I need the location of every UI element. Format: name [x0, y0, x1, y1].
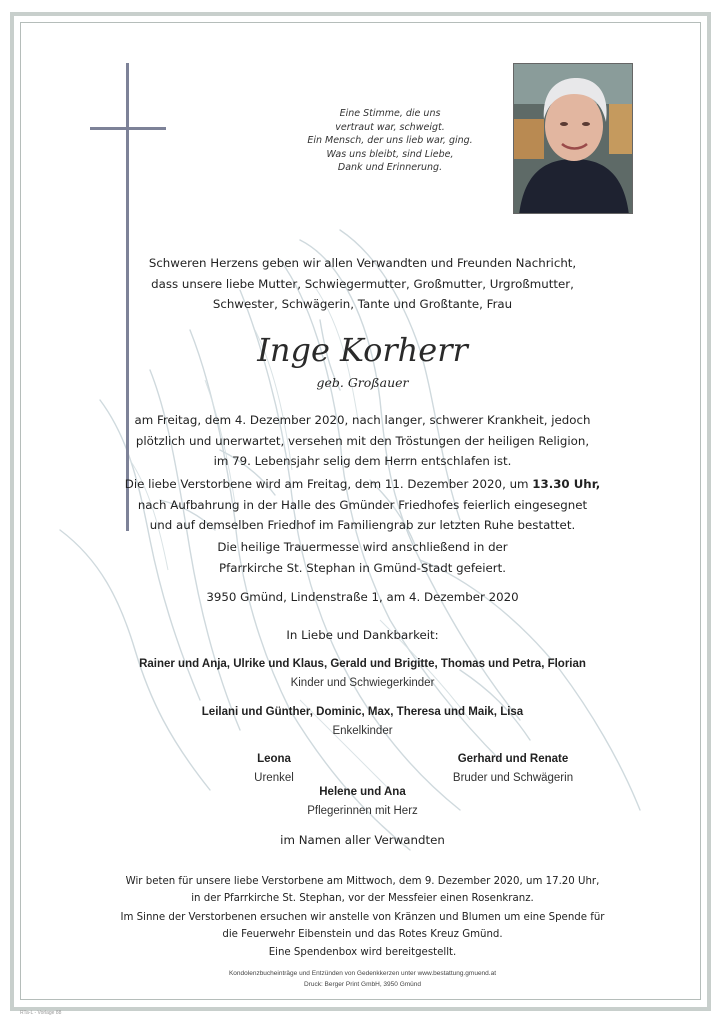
- footer: [60, 968, 665, 990]
- deceased-name: Inge Korherr: [257, 331, 468, 369]
- poem-line: Dank und Erinnerung.: [337, 162, 443, 173]
- funeral-date: Die liebe Verstorbene wird am Freitag, dem 11. Dezember 2020, um: [124, 477, 533, 491]
- intro-text: [60, 253, 665, 315]
- death-text: [60, 410, 665, 472]
- children-names: Rainer und Anja, Ulrike und Klaus, Gerald und Brigitte, Thomas und Petra, Florian: [139, 658, 586, 670]
- donation-box-text: Eine Spendenbox wird bereitgestellt.: [268, 947, 457, 958]
- footer-printer: Druck: Berger Print GmbH, 3950 Gmünd: [303, 981, 422, 988]
- greatgrandchild-name: Leona: [257, 753, 291, 765]
- funeral-line: [60, 474, 665, 495]
- poem-line: Ein Mensch, der uns lieb war, ging.: [307, 135, 473, 146]
- caregivers-names: Helene und Ana: [319, 786, 406, 798]
- portrait-photo: [513, 63, 633, 214]
- donation-text: [60, 909, 665, 943]
- intro-line: Schweren Herzens geben wir allen Verwandten und Freunden Nachricht,: [148, 256, 577, 270]
- maiden-name: geb. Großauer: [316, 375, 409, 390]
- rosary-text: [60, 873, 665, 907]
- gratitude-text: In Liebe und Dankbarkeit:: [286, 628, 439, 642]
- grandchildren-names: Leilani und Günther, Dominic, Max, Theresa und Maik, Lisa: [201, 706, 524, 718]
- mass-text: [60, 537, 665, 578]
- place-date: 3950 Gmünd, Lindenstraße 1, am 4. Dezember 2020: [206, 590, 519, 604]
- children-role: Kinder und Schwiegerkinder: [290, 677, 435, 689]
- donation-line: Im Sinne der Verstorbenen ersuchen wir anstelle von Kränzen und Blumen um eine Spende für: [120, 912, 605, 923]
- brother-names: Gerhard und Renate: [457, 753, 569, 765]
- cross-bar: [90, 127, 166, 130]
- mass-line: Pfarrkirche St. Stephan in Gmünd-Stadt gefeiert.: [218, 560, 507, 575]
- poem: [290, 107, 490, 175]
- grandchildren-group: [60, 703, 665, 741]
- funeral-text: [60, 474, 665, 536]
- donation-line: die Feuerwehr Eibenstein und das Rotes Kreuz Gmünd.: [222, 929, 503, 940]
- funeral-line: und auf demselben Friedhof im Familiengrab zur letzten Ruhe bestattet.: [149, 518, 576, 532]
- rosary-line: in der Pfarrkirche St. Stephan, vor der Messfeier einen Rosenkranz.: [191, 893, 534, 904]
- brother-role: Bruder und Schwägerin: [452, 772, 574, 784]
- grandchildren-role: Enkelkinder: [332, 725, 393, 737]
- greatgrandchild-role: Urenkel: [254, 772, 294, 784]
- death-line: im 79. Lebensjahr selig dem Herrn entschlafen ist.: [213, 454, 512, 468]
- portrait-image: [514, 64, 633, 214]
- death-line: am Freitag, dem 4. Dezember 2020, nach langer, schwerer Krankheit, jedoch: [134, 413, 591, 427]
- footer-condolence: Kondolenzbucheinträge und Entzünden von Gedenkkerzen unter www.bestattung.gmuend.at: [228, 970, 497, 977]
- caregivers-group: [60, 783, 665, 821]
- funeral-line: nach Aufbahrung in der Halle des Gmünder Friedhofes feierlich eingesegnet: [137, 497, 588, 512]
- death-line: plötzlich und unerwartet, versehen mit den Tröstungen der heiligen Religion,: [135, 433, 590, 448]
- poem-line: Eine Stimme, die uns: [339, 108, 441, 119]
- print-code: RTa-L - Vorlage 88: [20, 1010, 62, 1016]
- mass-line: Die heilige Trauermesse wird anschließend in der: [217, 540, 508, 554]
- children-group: [60, 655, 665, 693]
- poem-line: vertraut war, schweigt.: [335, 121, 445, 133]
- intro-line: Schwester, Schwägerin, Tante und Großtante, Frau: [212, 297, 513, 311]
- caregivers-role: Pflegerinnen mit Herz: [307, 805, 418, 817]
- relatives-text: im Namen aller Verwandten: [280, 833, 445, 847]
- intro-line: dass unsere liebe Mutter, Schwiegermutter, Großmutter, Urgroßmutter,: [151, 276, 574, 291]
- poem-line: Was uns bleibt, sind Liebe,: [326, 148, 454, 160]
- funeral-time: 13.30 Uhr,: [532, 477, 601, 491]
- rosary-line: Wir beten für unsere liebe Verstorbene am Mittwoch, dem 9. Dezember 2020, um 17.20 Uhr,: [125, 876, 600, 887]
